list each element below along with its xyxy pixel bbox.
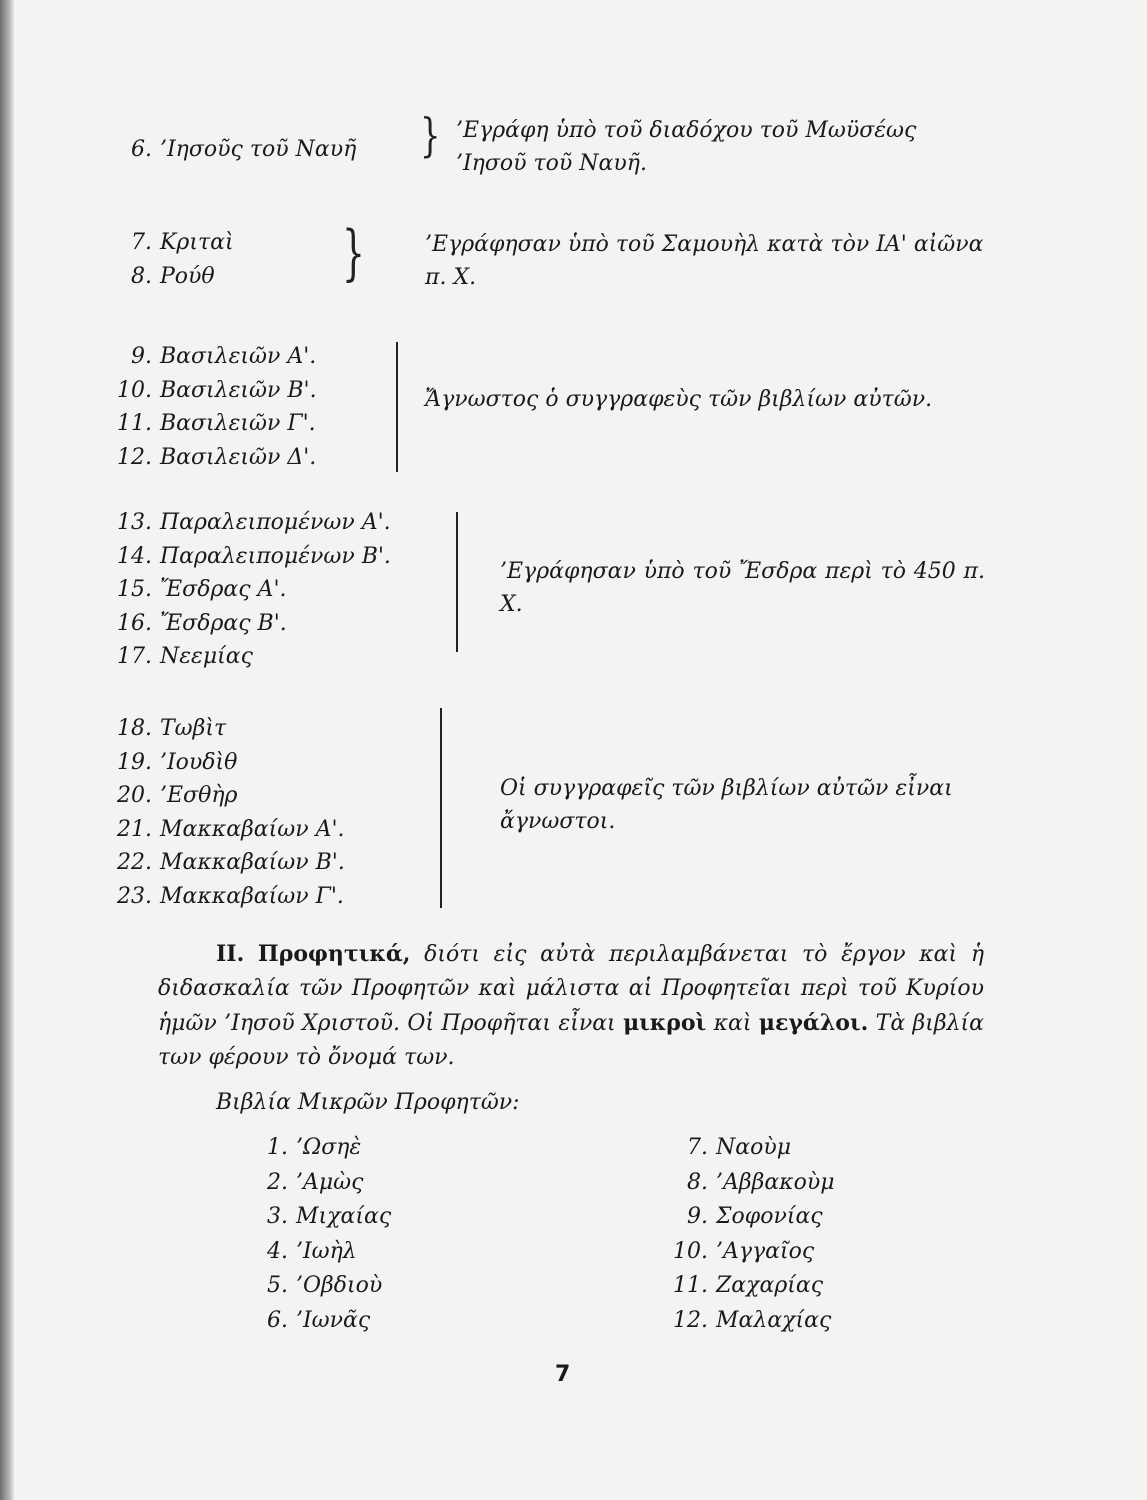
list-item: 15. Ἔσδρας Α'. xyxy=(117,577,287,602)
list-item: 21. Μακκαβαίων Α'. xyxy=(117,816,345,842)
prophetic-section-paragraph xyxy=(158,937,984,1075)
list-item: 5. ’Οβδιοὺ xyxy=(267,1273,383,1298)
section-numeral: II. xyxy=(216,941,245,967)
list-item: 8. Ρούθ xyxy=(131,263,215,289)
minor-prophets-left-column xyxy=(244,1131,391,1338)
list-item: 6. ’Ιησοῦς τοῦ Ναυῆ xyxy=(131,137,357,162)
list-item: 22. Μακκαβαίων Β'. xyxy=(117,850,345,875)
list-item: 17. Νεεμίας xyxy=(117,644,253,669)
list-item: 23. Μακκαβαίων Γ'. xyxy=(117,883,344,909)
list-item: 20. ’Εσθὴρ xyxy=(117,783,238,808)
list-item: 12. Βασιλειῶν Δ'. xyxy=(117,444,317,470)
list-item: 8. ’Αββακοὺμ xyxy=(687,1169,835,1195)
brace-1: } xyxy=(420,108,441,162)
list-item: 18. Τωβὶτ xyxy=(117,716,227,741)
book-list-group-1 xyxy=(108,133,356,167)
group-3-description: Ἄγνωστος ὁ συγγραφεὺς τῶν βιβλίων αὐτῶν. xyxy=(425,387,933,412)
list-item: 14. Παραλειπομένων Β'. xyxy=(117,543,391,569)
list-item: 13. Παραλειπομένων Α'. xyxy=(117,510,391,535)
list-item: 11. Βασιλειῶν Γ'. xyxy=(117,411,316,436)
book-list-group-3 xyxy=(108,340,317,474)
group-1-description: ’Εγράφη ὑπὸ τοῦ διαδόχου τοῦ Μωϋσέως ’Ιησοῦ τοῦ Ναυῆ. xyxy=(456,118,917,176)
book-list-group-2 xyxy=(108,226,234,293)
section-text-1: διότι εἰς αὐτὰ περιλαμβάνεται τὸ ἔργον καὶ ἡ διδασκαλία τῶν Προφητῶν καὶ μάλιστα αἱ Προφητεῖαι περὶ τοῦ Κυρίου ἡμῶν ’Ιησοῦ Χριστοῦ. Οἱ Προφῆται εἶναι xyxy=(158,942,985,1036)
list-item: 11. Ζαχαρίας xyxy=(673,1273,824,1298)
page-edge-shadow xyxy=(0,0,14,1500)
section-text-2: Τὰ βιβλία των φέρουν τὸ ὄνομά των. xyxy=(158,1011,985,1070)
group-4-description: ’Εγράφησαν ὑπὸ τοῦ Ἔσδρα περὶ τὸ 450 π. Χ. xyxy=(500,559,985,617)
brace-3 xyxy=(396,342,398,472)
list-item: 6. ’Ιωνᾶς xyxy=(267,1307,371,1333)
book-list-group-5 xyxy=(108,712,345,913)
list-item: 9. Βασιλειῶν Α'. xyxy=(131,344,317,369)
minor-prophets-right-column xyxy=(664,1131,835,1338)
list-item: 4. ’Ιωὴλ xyxy=(267,1238,357,1264)
section-title: Προφητικά, xyxy=(257,941,411,967)
brace-5 xyxy=(440,708,442,908)
brace-4 xyxy=(456,512,458,652)
section-and: καὶ xyxy=(713,1011,752,1036)
list-item: 2. ’Αμὼς xyxy=(267,1169,364,1195)
minor-prophets-heading: Βιβλία Μικρῶν Προφητῶν: xyxy=(216,1090,520,1115)
list-item: 10. Βασιλειῶν Β'. xyxy=(117,377,317,403)
brace-2: } xyxy=(342,218,365,288)
list-item: 12. Μαλαχίας xyxy=(673,1307,832,1333)
group-5-description: Οἱ συγγραφεῖς τῶν βιβλίων αὐτῶν εἶναι ἄγνωστοι. xyxy=(500,776,953,834)
list-item: 19. ’Ιουδὶθ xyxy=(117,749,238,775)
list-item: 7. Ναοὺμ xyxy=(687,1135,792,1160)
list-item: 1. ’Ωσηὲ xyxy=(267,1135,362,1160)
list-item: 7. Κριταὶ xyxy=(131,230,234,255)
list-item: 3. Μιχαίας xyxy=(267,1204,392,1229)
section-bold-minor: μικροὶ xyxy=(623,1010,707,1036)
page-number: 7 xyxy=(555,1362,571,1387)
list-item: 10. ’Αγγαῖος xyxy=(673,1238,815,1264)
book-list-group-4 xyxy=(108,506,391,674)
list-item: 16. Ἔσδρας Β'. xyxy=(117,610,287,636)
section-bold-major: μεγάλοι. xyxy=(758,1010,869,1036)
list-item: 9. Σοφονίας xyxy=(687,1204,823,1229)
group-2-description: ’Εγράφησαν ὑπὸ τοῦ Σαμουὴλ κατὰ τὸν ΙΑ' αἰῶνα π. Χ. xyxy=(425,232,984,290)
